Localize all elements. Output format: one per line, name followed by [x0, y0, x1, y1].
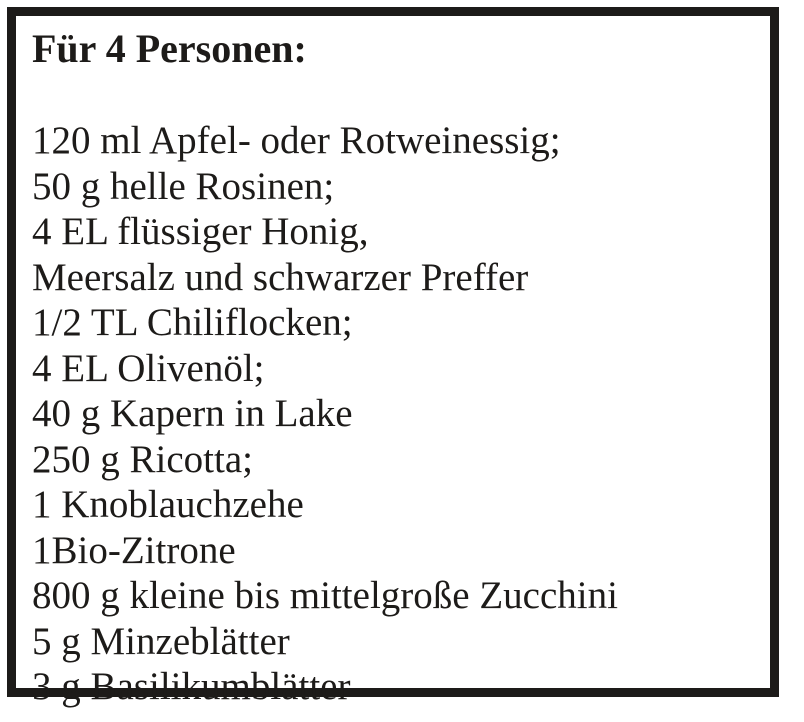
ingredient-line: 800 g kleine bis mittelgroße Zucchini — [32, 574, 618, 617]
serving-title: Für 4 Personen: — [32, 26, 307, 71]
ingredient-line: 120 ml Apfel- oder Rotweinessig; — [32, 119, 561, 162]
ingredient-line: 3 g Basilikumblätter — [32, 665, 351, 708]
ingredient-line: 5 g Minzeblätter — [32, 619, 290, 663]
ingredient-line: 1 Knoblauchzehe — [32, 483, 304, 526]
ingredient-line: 50 g helle Rosinen; — [32, 164, 335, 208]
ingredient-line: 4 EL Olivenöl; — [32, 346, 265, 390]
ingredient-line: 4 EL flüssiger Honig, — [32, 210, 369, 253]
ingredient-line: 1Bio-Zitrone — [32, 528, 236, 572]
ingredient-line: Meersalz und schwarzer Preffer — [32, 255, 529, 299]
ingredient-line: 1/2 TL Chiliflocken; — [32, 301, 353, 344]
ingredient-line: 40 g Kapern in Lake — [32, 392, 353, 435]
recipe-card — [7, 7, 779, 708]
ingredient-line: 250 g Ricotta; — [32, 437, 253, 481]
